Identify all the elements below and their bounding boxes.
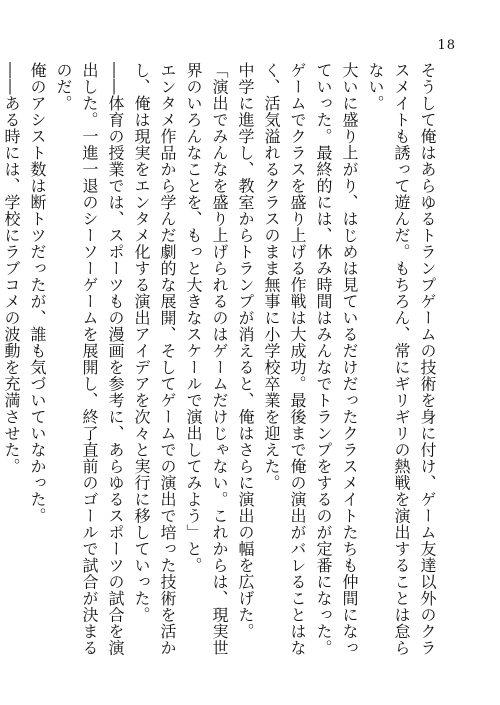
paragraph-7: ――体育の授業では、スポーツもの漫画を参考に、あらゆるスポーツの試合を演出した。一進一退のシーソーゲームを展開し、終了直前のゴールで試合が決まるのだ。 (54, 62, 125, 656)
paragraph-4: 中学に進学し、教室からトランプが消えると、俺はさらに演出の幅を広げた。 (236, 62, 255, 640)
paragraph-5: 「演出でみんなを盛り上げられるのはゲームだけじゃない。これからは、現実世界のいろんなことを、もっと大きなスケールで演出してみよう」と。 (184, 62, 229, 656)
body-text (2, 62, 440, 672)
paragraph-9: ――ある時には、学校にラブコメの波動を充満させた。 (2, 62, 21, 475)
paragraph-3: ゲームでクラスを盛り上げる作戦は大成功。最後まで俺の演出がバレることはなく、活気溢れるクラスのまま無事に小学校卒業を迎えた。 (262, 62, 307, 656)
paragraph-8: 俺のアシスト数は断トツだったが、誰も気づいていなかった。 (28, 62, 47, 524)
paragraph-1: そうして俺はあらゆるトランプゲームの技術を身に付け、ゲーム友達以外のクラスメイトも誘って遊んだ。もちろん、常にギリギリの熱戦を演出することは怠らない。 (366, 62, 437, 656)
paragraph-6: エンタメ作品から学んだ劇的な展開、そしてゲームでの演出で培った技術を活かし、俺は現実をエンタメ化する演出アイデアを次々と実行に移していった。 (132, 62, 177, 656)
paragraph-2: 大いに盛り上がり、はじめは見ているだけだったクラスメイトたちも仲間になっていった。最終的には、休み時間はみんなでトランプをするのが定番になった。 (314, 62, 359, 656)
page-number: 18 (437, 38, 456, 53)
